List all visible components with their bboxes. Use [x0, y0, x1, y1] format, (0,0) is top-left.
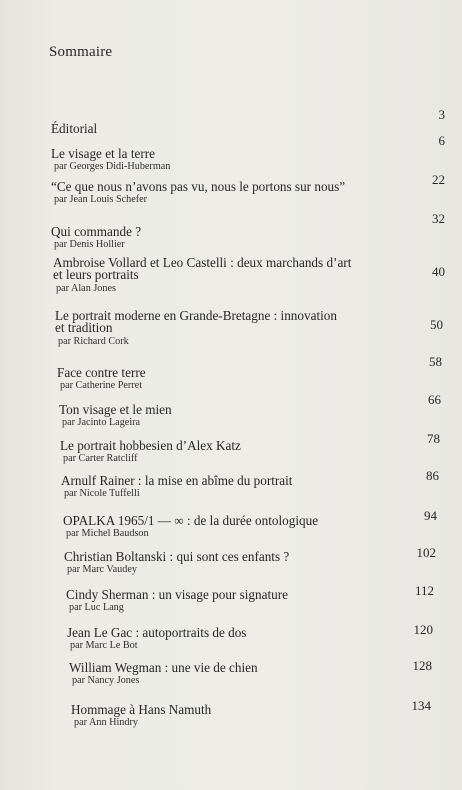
toc-entry-author: par Michel Baudson — [66, 528, 149, 539]
toc-entry-author: par Marc Vaudey — [67, 564, 137, 575]
toc-entry-author: par Ann Hindry — [74, 717, 138, 728]
toc-entry-title: Face contre terre — [57, 365, 146, 380]
toc-entry-author: par Richard Cork — [58, 336, 129, 347]
toc-entry-title: Jean Le Gac : autoportraits de dos — [67, 625, 247, 640]
toc-entry-title: Arnulf Rainer : la mise en abîme du portrait — [61, 473, 293, 488]
toc-entry-title: OPALKA 1965/1 — ∞ : de la durée ontologique — [63, 513, 319, 528]
toc-entry-author: par Nicole Tuffelli — [64, 488, 140, 499]
toc-entry-page-number: 22 — [432, 172, 445, 187]
toc-entry-title-continued: et leurs portraits — [53, 267, 139, 282]
toc-entry-title: Éditorial — [51, 121, 98, 136]
toc-entry-page-number: 102 — [416, 545, 436, 560]
toc-entry-author: par Nancy Jones — [72, 675, 140, 686]
toc-entry-title: Le portrait moderne en Grande-Bretagne : innovation — [55, 308, 337, 323]
toc-entry-title: Christian Boltanski : qui sont ces enfants ? — [64, 549, 290, 564]
toc-entry-title: Ambroise Vollard et Leo Castelli : deux marchands d’art — [53, 255, 352, 270]
toc-entry-page-number: 134 — [411, 698, 431, 713]
toc-entry-author: par Georges Didi-Huberman — [54, 161, 171, 172]
toc-entry-author: par Jean Louis Schefer — [54, 194, 148, 205]
toc-entry-title: “Ce que nous n’avons pas vu, nous le portons sur nous” — [51, 179, 346, 194]
toc-entry-title-continued: et tradition — [55, 320, 113, 335]
toc-entry-author: par Alan Jones — [56, 283, 116, 294]
toc-entry-author: par Catherine Perret — [60, 380, 143, 391]
toc-entry-page-number: 112 — [414, 583, 434, 598]
toc-entry-author: par Jacinto Lageira — [62, 417, 141, 428]
toc-entry-author: par Denis Hollier — [54, 239, 125, 250]
toc-entry-page-number: 128 — [412, 658, 432, 673]
toc-entry-page-number: 58 — [429, 354, 442, 369]
toc-entry — [0, 402, 462, 428]
toc-entry-page-number: 94 — [424, 508, 437, 523]
toc-entry-title: Qui commande ? — [51, 224, 142, 239]
toc-entry-author: par Luc Lang — [69, 602, 124, 613]
toc-entry-page-number: 78 — [427, 431, 440, 446]
toc-entry-title: William Wegman : une vie de chien — [69, 660, 258, 675]
toc-entry-page-number: 66 — [428, 392, 441, 407]
toc-entry-page-number: 6 — [438, 133, 445, 148]
toc-entry — [0, 365, 462, 391]
toc-entry-page-number: 50 — [430, 317, 443, 332]
toc-entry — [0, 224, 462, 250]
toc-entry-title: Hommage à Hans Namuth — [71, 702, 212, 717]
toc-entry-title: Le visage et la terre — [51, 146, 155, 161]
toc-entry-page-number: 120 — [413, 622, 433, 637]
toc-entry — [0, 121, 462, 136]
toc-entry-title: Le portrait hobbesien d’Alex Katz — [60, 438, 241, 453]
toc-entry-author: par Carter Ratcliff — [63, 453, 138, 464]
toc-entry-title: Ton visage et le mien — [59, 402, 172, 417]
page-title: Sommaire — [49, 44, 113, 60]
toc-entry-title: Cindy Sherman : un visage pour signature — [66, 587, 288, 602]
toc-entry-page-number: 40 — [432, 264, 445, 279]
toc-entry-page-number: 86 — [426, 468, 439, 483]
toc-entry — [0, 146, 462, 172]
toc-entry-page-number: 3 — [438, 107, 445, 122]
toc-entry-author: par Marc Le Bot — [70, 640, 138, 651]
toc-entry-page-number: 32 — [432, 211, 445, 226]
